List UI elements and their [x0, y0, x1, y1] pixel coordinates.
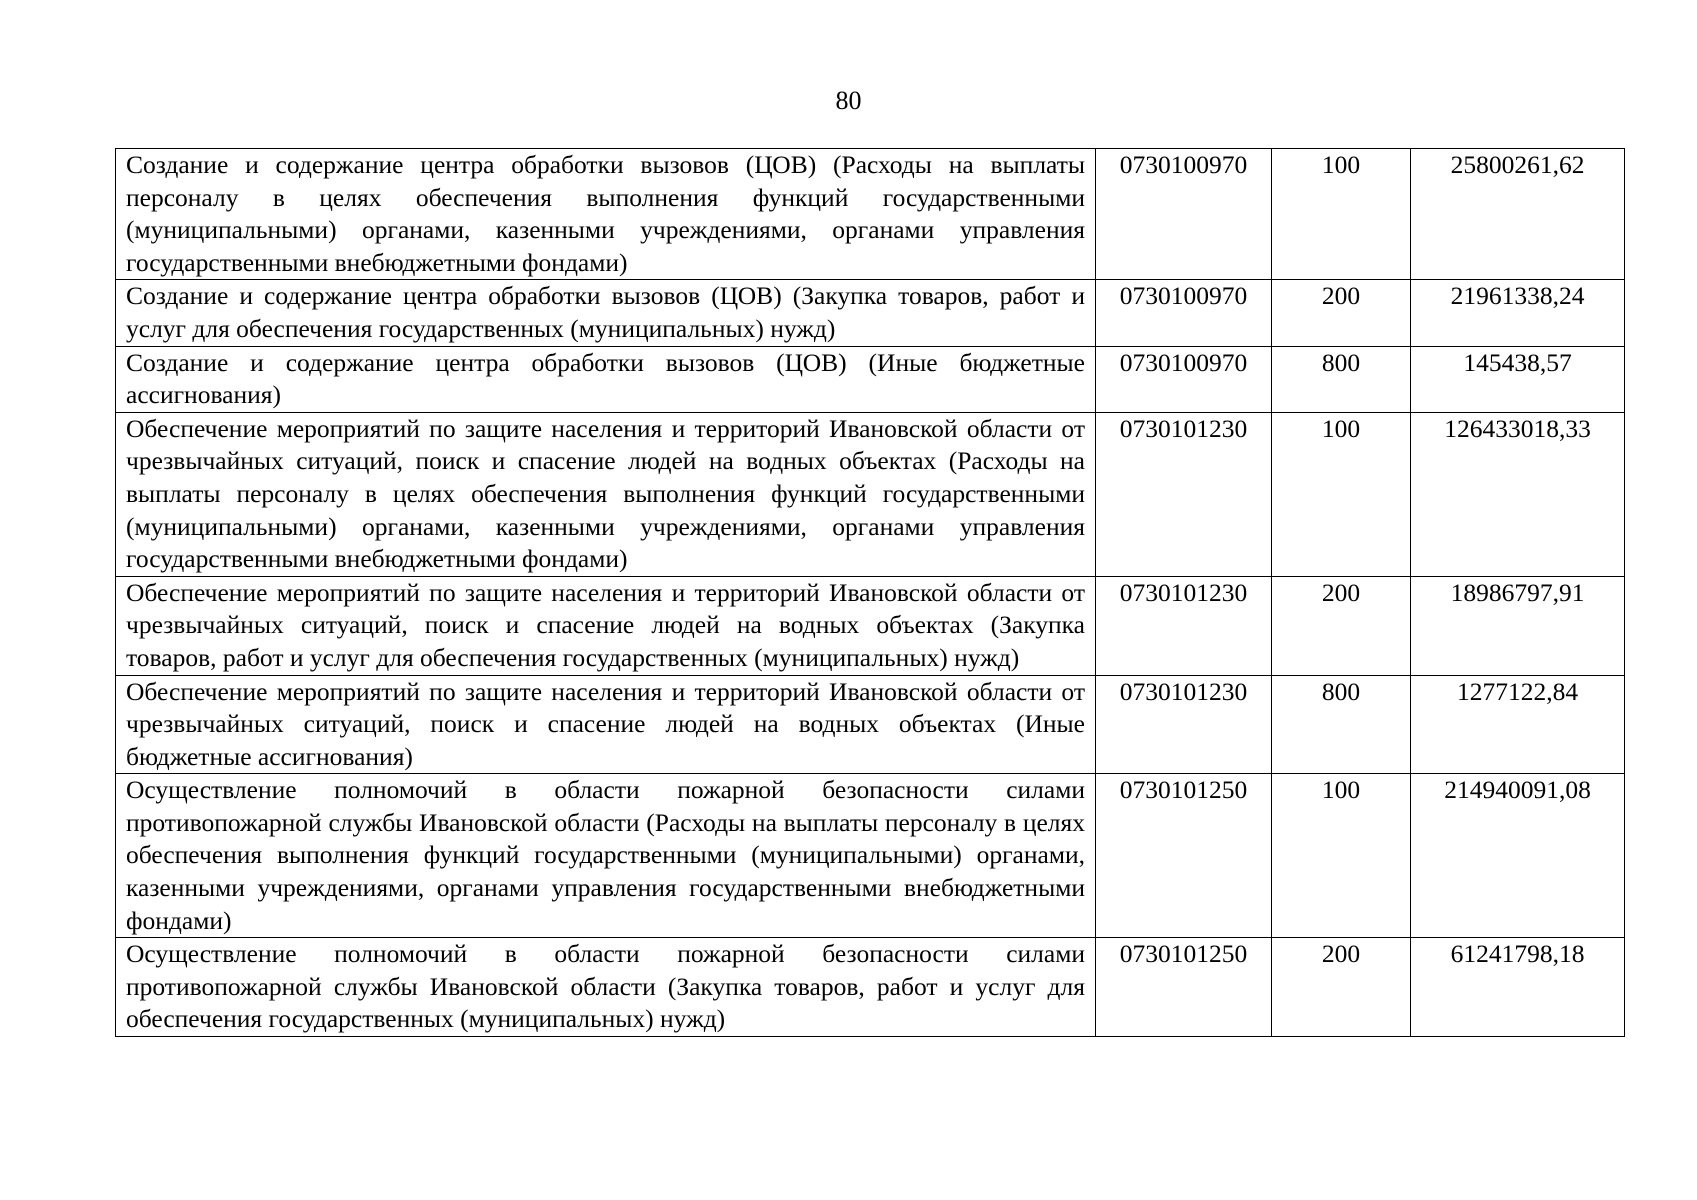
- row-amount: 126433018,33: [1411, 412, 1625, 576]
- row-expense-type: 800: [1272, 675, 1411, 774]
- row-target-article: 0730101230: [1096, 576, 1272, 675]
- row-amount: 1277122,84: [1411, 675, 1625, 774]
- row-expense-type: 200: [1272, 576, 1411, 675]
- row-description: Осуществление полномочий в области пожарной безопасности силами противопожарной службы Ивановской области (Расходы на выплаты персоналу в целях обеспечения выполнения функций государственными (муниципальными) органами, казенными учреждениями, органами управления государственными внебюджетными фондами): [116, 774, 1096, 938]
- table-row: [116, 576, 1625, 675]
- table-row: [116, 774, 1625, 938]
- row-amount: 214940091,08: [1411, 774, 1625, 938]
- table-row: [116, 412, 1625, 576]
- row-amount: 145438,57: [1411, 346, 1625, 412]
- row-target-article: 0730101230: [1096, 675, 1272, 774]
- budget-table: [115, 148, 1625, 1037]
- row-description: Создание и содержание центра обработки вызовов (ЦОВ) (Закупка товаров, работ и услуг для обеспечения государственных (муниципальных) нужд): [116, 280, 1096, 346]
- row-target-article: 0730100970: [1096, 149, 1272, 280]
- row-target-article: 0730100970: [1096, 346, 1272, 412]
- page-number: 80: [835, 86, 862, 115]
- row-description: Создание и содержание центра обработки вызовов (ЦОВ) (Иные бюджетные ассигнования): [116, 346, 1096, 412]
- row-expense-type: 100: [1272, 412, 1411, 576]
- row-target-article: 0730101230: [1096, 412, 1272, 576]
- row-expense-type: 100: [1272, 149, 1411, 280]
- row-amount: 18986797,91: [1411, 576, 1625, 675]
- row-expense-type: 100: [1272, 774, 1411, 938]
- row-amount: 25800261,62: [1411, 149, 1625, 280]
- table-row: [116, 149, 1625, 280]
- row-description: Создание и содержание центра обработки вызовов (ЦОВ) (Расходы на выплаты персоналу в целях обеспечения выполнения функций государственными (муниципальными) органами, казенными учреждениями, органами управления государственными внебюджетными фондами): [116, 149, 1096, 280]
- table-row: [116, 346, 1625, 412]
- row-target-article: 0730100970: [1096, 280, 1272, 346]
- row-target-article: 0730101250: [1096, 774, 1272, 938]
- row-description: Обеспечение мероприятий по защите населения и территорий Ивановской области от чрезвычайных ситуаций, поиск и спасение людей на водных объектах (Закупка товаров, работ и услуг для обеспечения государственных (муниципальных) нужд): [116, 576, 1096, 675]
- row-expense-type: 200: [1272, 938, 1411, 1037]
- row-amount: 61241798,18: [1411, 938, 1625, 1037]
- row-description: Обеспечение мероприятий по защите населения и территорий Ивановской области от чрезвычайных ситуаций, поиск и спасение людей на водных объектах (Расходы на выплаты персоналу в целях обеспечения выполнения функций государственными (муниципальными) органами, казенными учреждениями, органами управления государственными внебюджетными фондами): [116, 412, 1096, 576]
- table-row: [116, 280, 1625, 346]
- row-description: Осуществление полномочий в области пожарной безопасности силами противопожарной службы Ивановской области (Закупка товаров, работ и услуг для обеспечения государственных (муниципальных) нужд): [116, 938, 1096, 1037]
- row-expense-type: 800: [1272, 346, 1411, 412]
- table-row: [116, 675, 1625, 774]
- row-target-article: 0730101250: [1096, 938, 1272, 1037]
- row-amount: 21961338,24: [1411, 280, 1625, 346]
- row-description: Обеспечение мероприятий по защите населения и территорий Ивановской области от чрезвычайных ситуаций, поиск и спасение людей на водных объектах (Иные бюджетные ассигнования): [116, 675, 1096, 774]
- row-expense-type: 200: [1272, 280, 1411, 346]
- table-row: [116, 938, 1625, 1037]
